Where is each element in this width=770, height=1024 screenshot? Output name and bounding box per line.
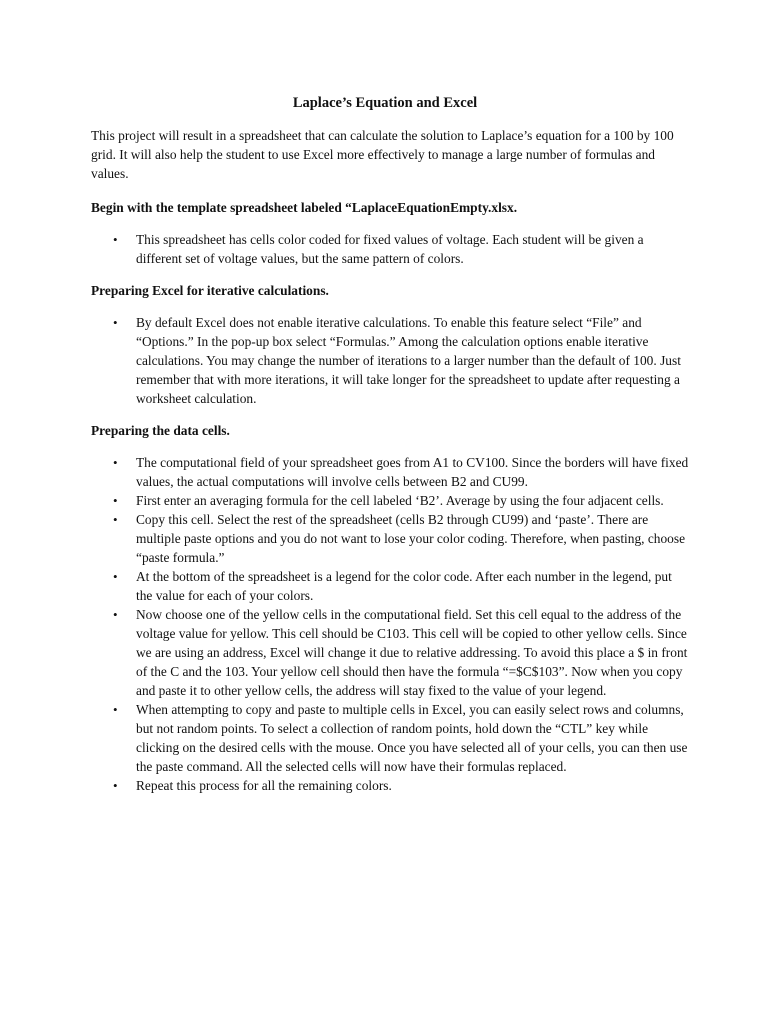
list-item xyxy=(91,313,691,408)
list-item-text: Copy this cell. Select the rest of the spreadsheet (cells B2 through CU99) and ‘paste’. There are multiple paste options and you do not want to lose your color coding. Therefore, when pasting, choose “paste formula.” xyxy=(136,512,686,565)
list-item xyxy=(91,491,691,510)
intro-paragraph: This project will result in a spreadsheet that can calculate the solution to Laplace’s equation for a 100 by 100 grid. It will also help the student to use Excel more effectively to manage a large number of formulas and values. xyxy=(91,128,674,181)
page-title: Laplace’s Equation and Excel xyxy=(292,95,478,111)
list-item xyxy=(91,776,691,795)
section-heading-template: Begin with the template spreadsheet labeled “LaplaceEquationEmpty.xlsx. xyxy=(91,200,518,215)
list-item xyxy=(91,567,691,605)
list-item-text: Now choose one of the yellow cells in the computational field. Set this cell equal to the address of the voltage value for yellow. This cell should be C103. This cell will be copied to other yellow cells. Since we are using an address, Excel will change it due to relative addressing. To avoid this place a $ in front of the C and the 103. Your yellow cell should then have the formula “=$C$103”. Now when you copy and paste it to other yellow cells, the address will stay fixed to the value of your legend. xyxy=(136,607,688,698)
bullet-icon: • xyxy=(113,607,118,622)
list-item-text: First enter an averaging formula for the cell labeled ‘B2’. Average by using the four adjacent cells. xyxy=(136,493,664,508)
bullet-list-data-cells xyxy=(91,453,691,795)
list-item-text: The computational field of your spreadsheet goes from A1 to CV100. Since the borders will have fixed values, the actual computations will involve cells between B2 and CU99. xyxy=(136,455,689,489)
list-item xyxy=(91,230,691,268)
bullet-icon: • xyxy=(113,702,118,717)
list-item xyxy=(91,605,691,700)
bullet-icon: • xyxy=(113,512,118,527)
bullet-icon: • xyxy=(113,569,118,584)
section-heading-iterative: Preparing Excel for iterative calculations. xyxy=(91,283,329,298)
list-item-text: Repeat this process for all the remaining colors. xyxy=(136,778,392,793)
bullet-icon: • xyxy=(113,493,118,508)
list-item-text: When attempting to copy and paste to multiple cells in Excel, you can easily select rows and columns, but not random points. To select a collection of random points, hold down the “CTL” key while clicking on the desired cells with the mouse. Once you have selected all of your cells, you can then use the paste command. All the selected cells will now have their formulas replaced. xyxy=(136,702,688,774)
list-item-text: By default Excel does not enable iterative calculations. To enable this feature select “File” and “Options.” In the pop-up box select “Formulas.” Among the calculation options enable iterative calculations. You may change the number of iterations to a larger number than the default of 100. Just remember that with more iterations, it will take longer for the spreadsheet to update after requesting a worksheet calculation. xyxy=(136,315,681,406)
bullet-icon: • xyxy=(113,778,118,793)
bullet-icon: • xyxy=(113,232,118,247)
section-heading-data-cells: Preparing the data cells. xyxy=(91,423,230,438)
list-item xyxy=(91,700,691,776)
bullet-list-template xyxy=(91,230,691,268)
list-item xyxy=(91,453,691,491)
bullet-icon: • xyxy=(113,315,118,330)
bullet-icon: • xyxy=(113,455,118,470)
bullet-list-iterative xyxy=(91,313,691,408)
list-item-text: This spreadsheet has cells color coded for fixed values of voltage. Each student will be given a different set of voltage values, but the same pattern of colors. xyxy=(136,232,644,266)
list-item xyxy=(91,510,691,567)
list-item-text: At the bottom of the spreadsheet is a legend for the color code. After each number in the legend, put the value for each of your colors. xyxy=(136,569,672,603)
